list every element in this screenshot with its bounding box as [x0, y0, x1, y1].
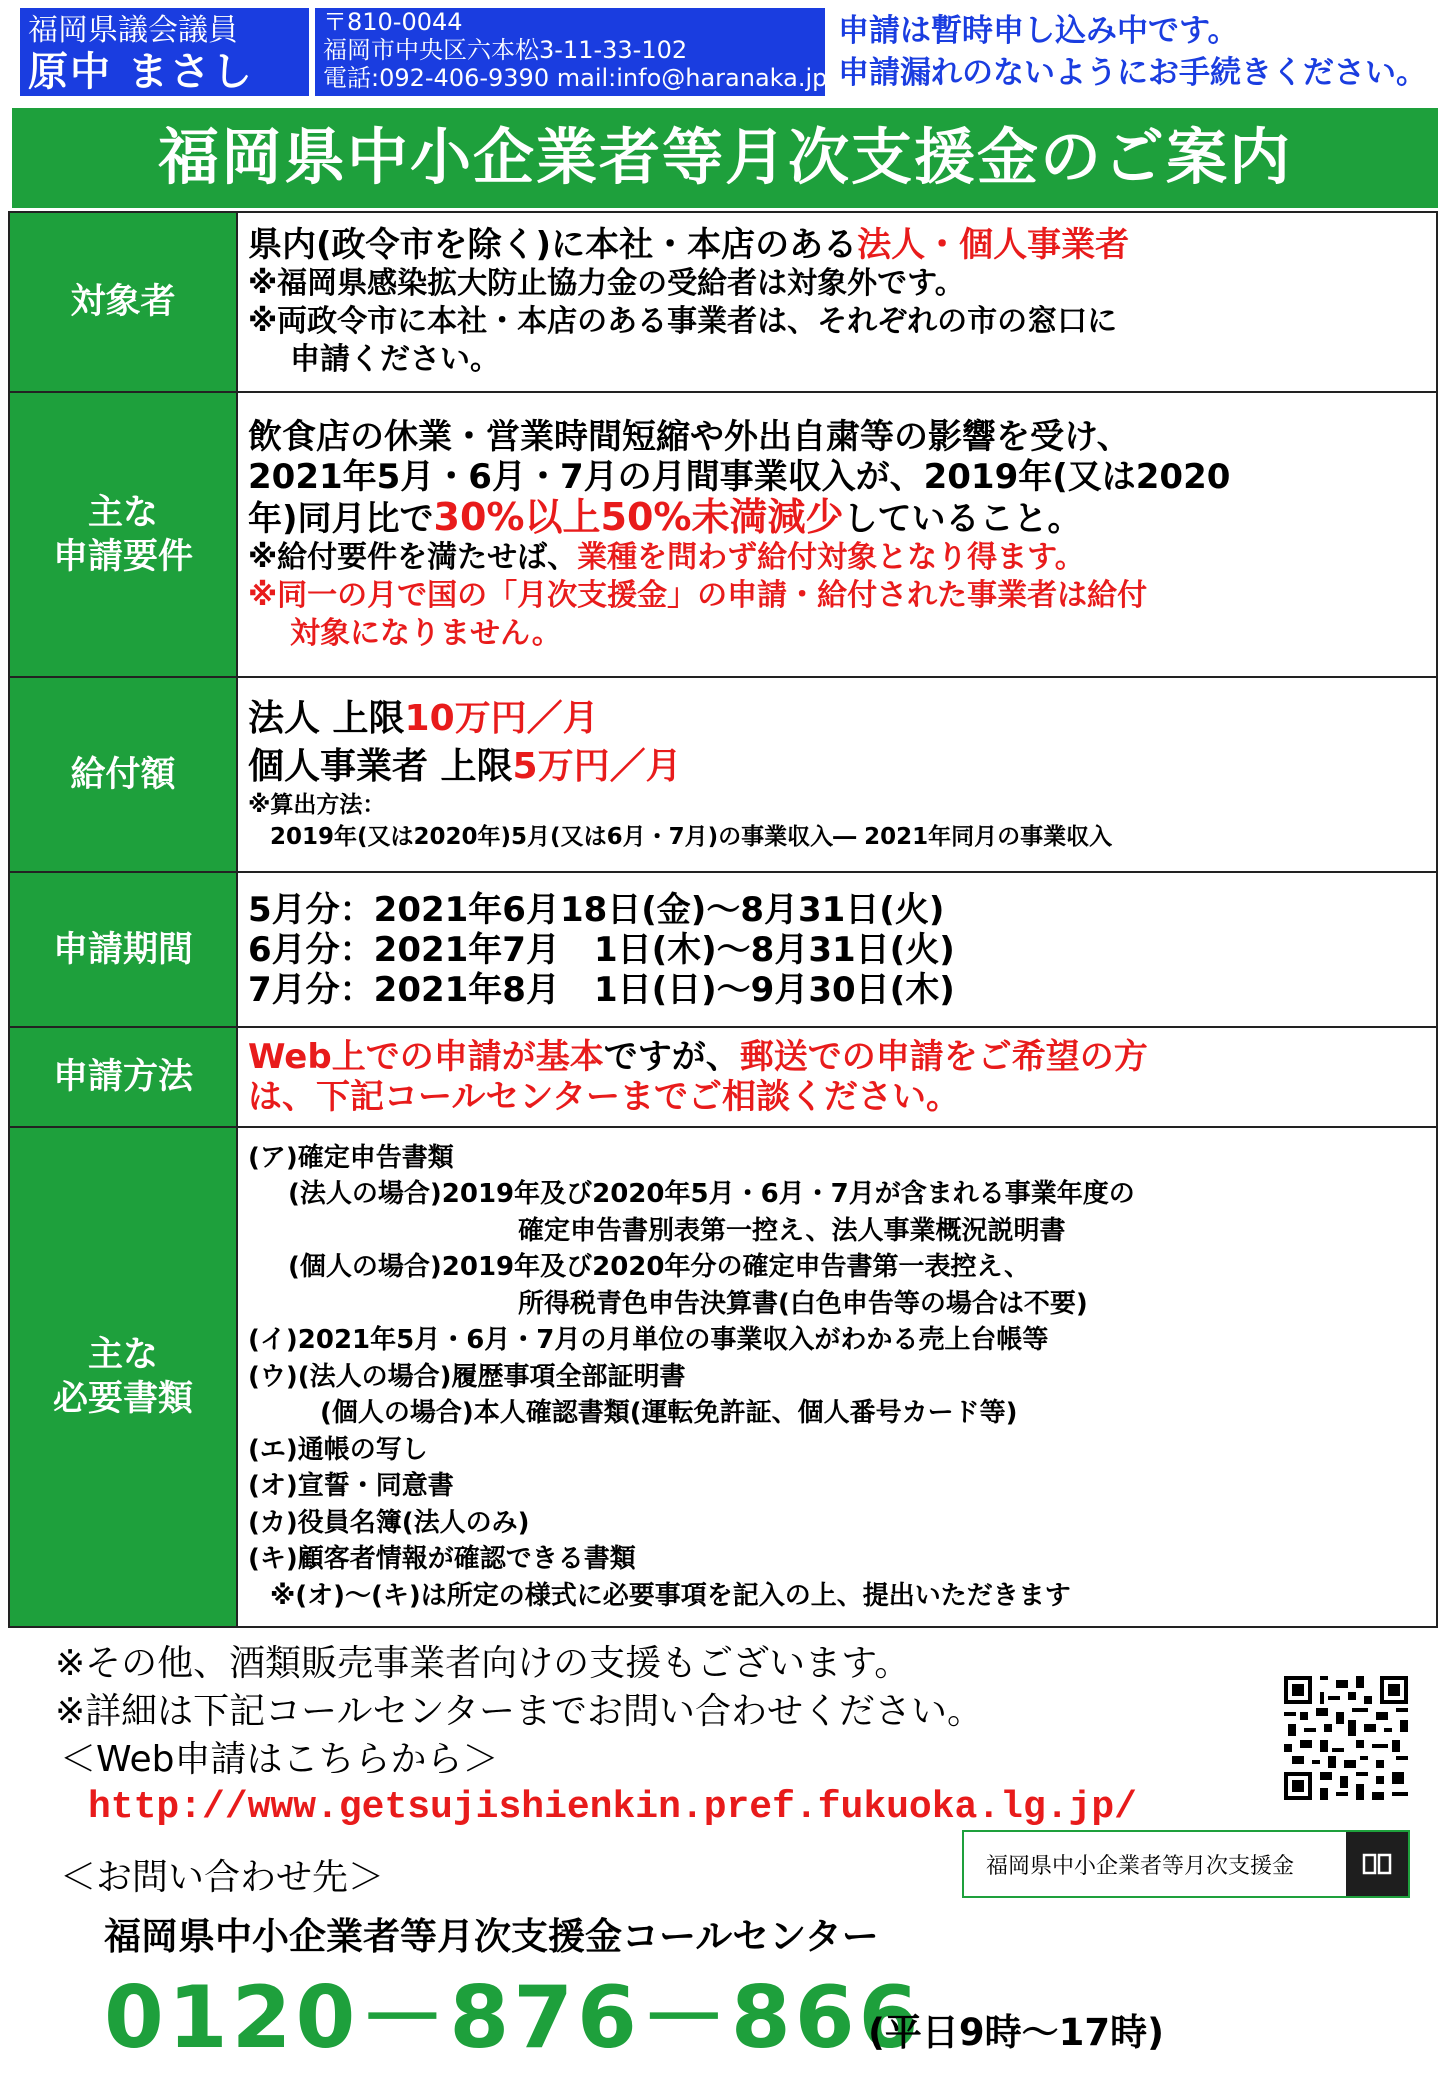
application-notice [838, 10, 1438, 94]
address: 福岡市中央区六本松3-11-33-102 [323, 36, 688, 64]
label-amount: 給付額 [9, 677, 237, 872]
period-may: 5月分：2021年6月18日(金)～8月31日(火) [248, 889, 945, 930]
req-line-1: 飲食店の休業・営業時間短縮や外出自粛等の影響を受け、 [248, 416, 1131, 457]
web-url-link[interactable]: http://www.getsujishienkin.pref.fukuoka.lg.jp/ [88, 1786, 1137, 1829]
info-table [8, 211, 1438, 1628]
label-documents: 主な 必要書類 [9, 1127, 237, 1627]
period-jul: 7月分：2021年8月 1日(日)～9月30日(木) [248, 969, 955, 1010]
row-documents [9, 1127, 1437, 1627]
notice-line-1: 申請は暫時申し込み中です。 [838, 13, 1239, 49]
content-amount: 法人 上限10万円／月 個人事業者 上限5万円／月 ※算出方法： 2019年(又は2020年)5月(又は6月・7月)の事業収入― 2021年同月の事業収入 [237, 677, 1437, 872]
target-note-1: ※福岡県感染拡大防止協力金の受給者は対象外です。 [248, 266, 965, 301]
page-title: 福岡県中小企業者等月次支援金のご案内 [12, 108, 1438, 208]
doc-i: (イ)2021年5月・6月・7月の月単位の事業収入がわかる売上台帳等 [248, 1325, 1049, 1356]
doc-ka: (カ)役員名簿(法人のみ) [248, 1507, 530, 1538]
content-method: Web上での申請が基本ですが、郵送での申請をご希望の方 は、下記コールセンターまでご相談ください。 [237, 1027, 1437, 1127]
search-button[interactable] [1346, 1832, 1408, 1896]
footer-note-2: ※詳細は下記コールセンターまでお問い合わせください。 [55, 1691, 984, 1732]
search-text[interactable]: 福岡県中小企業者等月次支援金 [986, 1853, 1295, 1879]
req-any-industry: 業種を問わず給付対象となり得ます。 [577, 539, 1085, 575]
contact-heading: ＜お問い合わせ先＞ [60, 1857, 385, 1898]
label-requirements: 主な 申請要件 [9, 392, 237, 677]
doc-a1b: 確定申告書別表第一控え、法人事業概況説明書 [518, 1215, 1066, 1246]
doc-a2: (個人の場合)2019年及び2020年分の確定申告書第一表控え、 [288, 1252, 1031, 1283]
web-heading: ＜Web申請はこちらから＞ [60, 1739, 499, 1780]
legislator-role: 福岡県議会議員 [28, 13, 238, 48]
row-target [9, 212, 1437, 392]
phone-mail: 電話:092-406-9390 mail:info@haranaka.jp [323, 64, 828, 92]
amount-method-label: ※算出方法： [248, 791, 386, 818]
search-box[interactable] [962, 1830, 1410, 1898]
method-line-2: は、下記コールセンターまでご相談ください。 [248, 1077, 960, 1117]
postal-code: 〒810-0044 [323, 8, 463, 36]
row-method [9, 1027, 1437, 1127]
label-method: 申請方法 [9, 1027, 237, 1127]
row-period [9, 872, 1437, 1027]
legislator-name: 原中 まさし [28, 49, 254, 95]
doc-a1: (法人の場合)2019年及び2020年5月・6月・7月が含まれる事業年度の [288, 1179, 1135, 1210]
req-exclusion-2: 対象になりません。 [290, 615, 562, 651]
contact-info-box [315, 8, 828, 96]
doc-a: (ア)確定申告書類 [248, 1142, 454, 1173]
phone-number[interactable]: 0120－876－866 [104, 1968, 923, 2068]
content-target [237, 212, 1437, 392]
doc-ki: (キ)顧客者情報が確認できる書類 [248, 1544, 636, 1575]
content-requirements: 飲食店の休業・営業時間短縮や外出自粛等の影響を受け、 2021年5月・6月・7月の月間事業収入が、2019年(又は2020 年)同月比で30%以上50%未満減少していること。 ※給付要件を満たせば、業種を問わず給付対象となり得ます。 ※同一の月で国の「月次支援金」の申請・給付された事業者は給付 対象になりません。 [237, 392, 1437, 677]
target-note-2: ※両政令市に本社・本店のある事業者は、それぞれの市の窓口に [248, 304, 1118, 339]
req-reduction-highlight: 30%以上50%未満減少 [433, 494, 844, 539]
amount-corp: 10万円／月 [404, 697, 599, 739]
content-period [237, 872, 1437, 1027]
label-period: 申請期間 [9, 872, 237, 1027]
target-highlight: 法人・個人事業者 [857, 225, 1130, 265]
amount-formula: 2019年(又は2020年)5月(又は6月・7月)の事業収入― 2021年同月の事業収入 [270, 823, 1113, 850]
doc-a2b: 所得税青色申告決算書(白色申告等の場合は不要) [518, 1288, 1088, 1319]
period-jun: 6月分：2021年7月 1日(木)～8月31日(火) [248, 929, 955, 970]
req-exclusion: 同一の月で国の「月次支援金」の申請・給付された事業者は給付 [277, 577, 1148, 613]
req-line-2: 2021年5月・6月・7月の月間事業収入が、2019年(又は2020 [248, 456, 1231, 497]
doc-o: (オ)宣誓・同意書 [248, 1471, 454, 1502]
row-requirements [9, 392, 1437, 677]
legislator-name-box [20, 8, 309, 96]
search-icon [1362, 1853, 1392, 1875]
business-hours: (平日9時～17時) [868, 2011, 1165, 2054]
row-amount [9, 677, 1437, 872]
label-target: 対象者 [9, 212, 237, 392]
doc-u2: (個人の場合)本人確認書類(運転免許証、個人番号カード等) [320, 1398, 1018, 1429]
notice-line-2: 申請漏れのないようにお手続きください。 [838, 55, 1427, 91]
amount-individual: 5万円／月 [512, 745, 682, 787]
content-documents [237, 1127, 1437, 1627]
doc-u: (ウ)(法人の場合)履歴事項全部証明書 [248, 1361, 686, 1392]
doc-note: ※(オ)～(キ)は所定の様式に必要事項を記入の上、提出いただきます [270, 1580, 1071, 1611]
footer-note-1: ※その他、酒類販売事業者向けの支援もございます。 [55, 1643, 911, 1684]
target-text: 県内(政令市を除く)に本社・本店のある [248, 225, 858, 265]
qr-code[interactable] [1280, 1672, 1412, 1804]
target-note-2b: 申請ください。 [290, 342, 500, 377]
doc-e: (エ)通帳の写し [248, 1434, 428, 1465]
callcenter-name: 福岡県中小企業者等月次支援金コールセンター [104, 1915, 879, 1958]
